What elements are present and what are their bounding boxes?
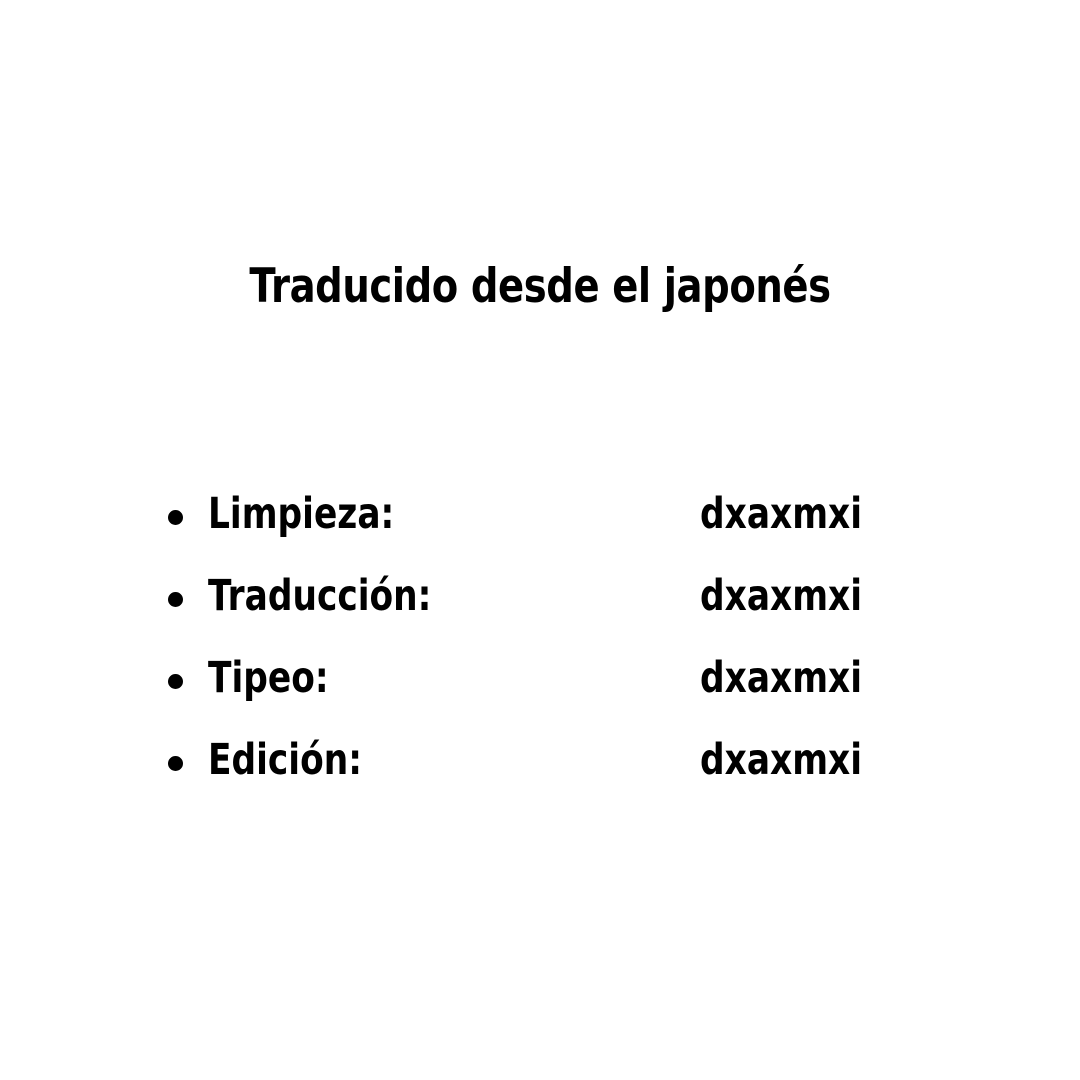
credit-name-value: dxaxmxi [700,571,863,621]
credit-role-label: Traducción: [208,571,432,621]
credits-list [160,482,920,810]
credit-name-value: dxaxmxi [700,489,863,539]
credit-role-label: Tipeo: [208,653,329,703]
bullet-icon [168,510,183,525]
list-item [160,646,920,728]
bullet-icon [168,674,183,689]
bullet-icon [168,592,183,607]
page-title: Traducido desde el japonés [249,259,831,314]
bullet-icon [168,756,183,771]
list-item [160,728,920,810]
list-item [160,564,920,646]
credit-name-value: dxaxmxi [700,653,863,703]
credit-name-value: dxaxmxi [700,735,863,785]
credit-role-label: Edición: [208,735,362,785]
list-item [160,482,920,564]
credit-role-label: Limpieza: [208,489,395,539]
